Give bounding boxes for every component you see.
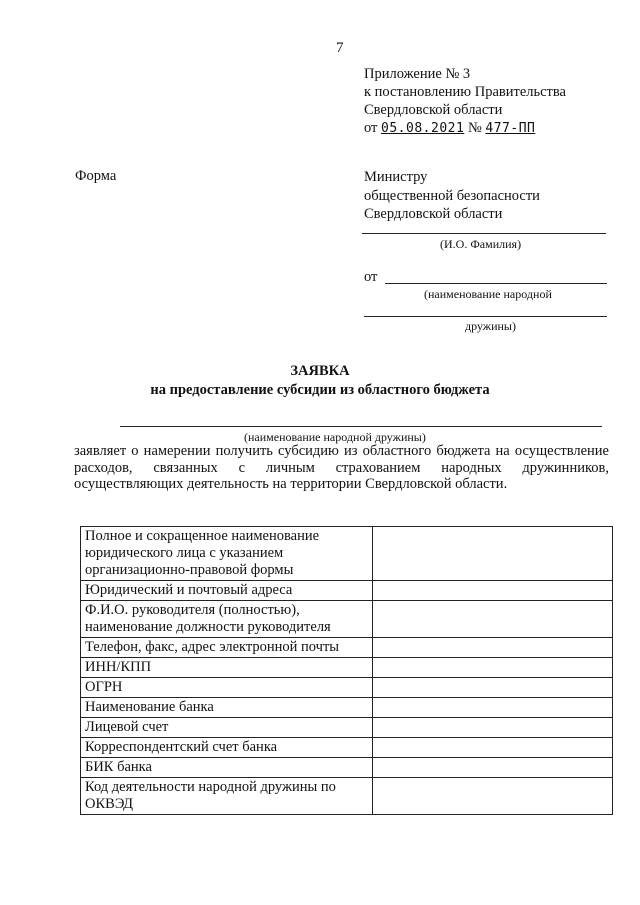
- title-sub: на предоставление субсидии из областного бюджета: [150, 382, 490, 398]
- table-row: [81, 658, 613, 678]
- row-label: Корреспондентский счет банка: [81, 738, 373, 758]
- addressee-line2: общественной безопасности: [364, 187, 540, 204]
- appendix-date-line: [364, 119, 566, 138]
- row-value: [373, 718, 613, 738]
- org-hint-1: (наименование народной: [424, 287, 552, 301]
- row-value: [373, 738, 613, 758]
- table-row: [81, 698, 613, 718]
- fio-line: [362, 233, 606, 234]
- table-row: [81, 738, 613, 758]
- appendix-line2: к постановлению Правительства: [364, 84, 566, 100]
- appendix-line1: Приложение № 3: [364, 66, 471, 82]
- row-value: [373, 678, 613, 698]
- table-row: [81, 678, 613, 698]
- row-value: [373, 527, 613, 581]
- appendix-line3: Свердловской области: [364, 102, 503, 118]
- row-label: Юридический и почтовый адреса: [81, 581, 373, 601]
- row-label: БИК банка: [81, 758, 373, 778]
- row-value: [373, 658, 613, 678]
- applicant-hint: (наименование народной дружины): [244, 430, 426, 444]
- table-row: [81, 778, 613, 815]
- from-label: от: [364, 269, 378, 285]
- row-label: Лицевой счет: [81, 718, 373, 738]
- body-paragraph: заявляет о намерении получить субсидию из областного бюджета на осуществление расходов, связанных с личным страхованием народных дружинников, осуществляющих деятельность на территории Свердловской области.: [74, 443, 609, 492]
- decree-number: 477-ПП: [485, 121, 536, 136]
- table-row: [81, 758, 613, 778]
- row-label: ИНН/КПП: [81, 658, 373, 678]
- row-value: [373, 601, 613, 638]
- appendix-block: [364, 65, 566, 138]
- page-number: 7: [336, 40, 344, 56]
- table-row: [81, 638, 613, 658]
- decree-date: 05.08.2021: [381, 121, 465, 136]
- fio-hint: (И.О. Фамилия): [440, 237, 522, 251]
- row-label: Наименование банка: [81, 698, 373, 718]
- table-row: [81, 581, 613, 601]
- title-main: ЗАЯВКА: [290, 363, 350, 379]
- row-label: Телефон, факс, адрес электронной почты: [81, 638, 373, 658]
- row-label: Код деятельности народной дружины по ОКВЭД: [81, 778, 373, 815]
- row-value: [373, 758, 613, 778]
- row-value: [373, 638, 613, 658]
- applicant-info-table: [80, 526, 613, 815]
- row-value: [373, 778, 613, 815]
- row-value: [373, 698, 613, 718]
- row-value: [373, 581, 613, 601]
- addressee-line3: Свердловской области: [364, 206, 503, 222]
- org-line-1: [385, 283, 607, 284]
- org-line-2: [364, 316, 607, 317]
- addressee-line1: Министру: [364, 169, 428, 185]
- applicant-line: [120, 426, 602, 427]
- date-prefix: от: [364, 120, 378, 136]
- org-hint-2: дружины): [465, 319, 516, 333]
- form-label: Форма: [75, 168, 117, 184]
- number-sign: №: [467, 120, 482, 136]
- table-row: [81, 718, 613, 738]
- row-label: Полное и сокращенное наименование юридического лица с указанием организационно-правовой формы: [81, 527, 373, 581]
- row-label: ОГРН: [81, 678, 373, 698]
- table-row: [81, 527, 613, 581]
- row-label: Ф.И.О. руководителя (полностью), наименование должности руководителя: [81, 601, 373, 638]
- addressee-block: [364, 168, 540, 224]
- document-title: [0, 362, 640, 400]
- table-row: [81, 601, 613, 638]
